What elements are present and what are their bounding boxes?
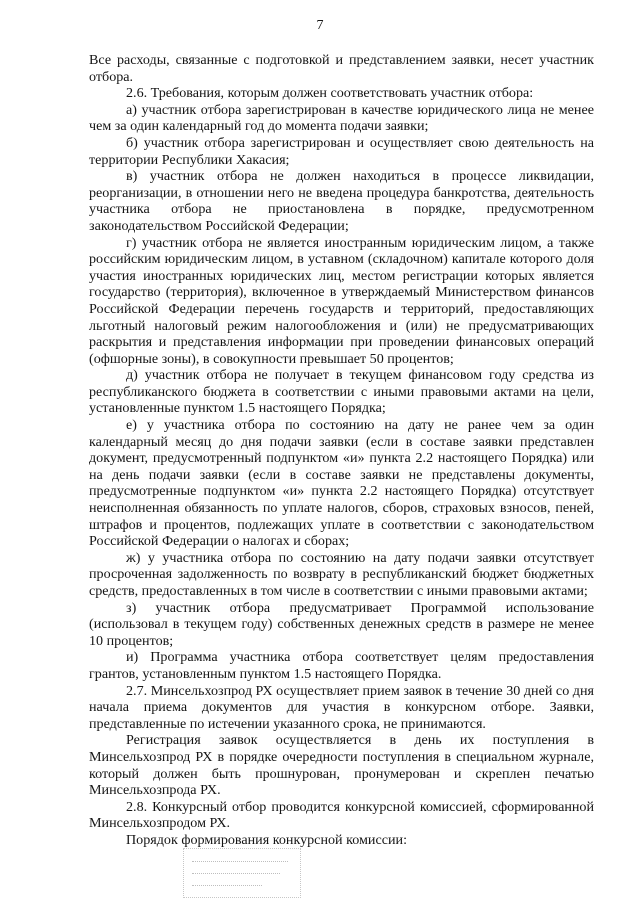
paragraph: д) участник отбора не получает в текущем финансовом году средства из республиканского бюджета в соответствии с иными правовыми актами на цели, установленные пунктом 1.5 настоящего Порядка; [89,367,594,417]
paragraph: Порядок формирования конкурсной комиссии: [126,831,407,848]
paragraph: в) участник отбора не должен находиться в процессе ликвидации, реорганизации, в отношении него не введена процедура банкротства, деятельность участника отбора не приостановлена в порядке, предусмотренном законодательством Российской Федерации; [89,168,594,234]
paragraph: 2.8. Конкурсный отбор проводится конкурсной комиссией, сформированной Минсельхозпродом РХ. [89,798,594,832]
paragraph: ж) у участника отбора по состоянию на дату подачи заявки отсутствует просроченная задолженность по возврату в республиканский бюджет бюджетных средств, предоставленных в том числе в соответствии с иными правовыми актами; [89,549,594,599]
paragraph: з) участник отбора предусматривает Программой использование (использовал в текущем году) собственных денежных средств в размере не менее 10 процентов; [89,599,594,649]
paragraph: 2.6. Требования, которым должен соответствовать участник отбора: [126,85,534,102]
page-number: 7 [316,18,324,33]
paragraph: е) у участника отбора по состоянию на дату не ранее чем за один календарный месяц до дня подачи заявки (если в составе заявки представлен документ, предусмотренный подпунктом «и» пункта 2.2 настоящего Порядка) или на день подачи заявки (если в составе заявки не представлены документы, предусмотренные подпунктом «и» пункта 2.2 настоящего Порядка) отсутствует неисполненная обязанность по уплате налогов, сборов, страховых взносов, пеней, штрафов и процентов, подлежащих уплате в соответствии с законодательством Российской Федерации о налогах и сборах; [89,417,594,550]
faded-stamp [183,848,301,898]
paragraph: г) участник отбора не является иностранным юридическим лицом, а также российским юридическим лицом, в уставном (складочном) капитале которого доля участия иностранных юридических лиц, местом регистрации которых является государство (территория), включенное в утверждаемый Министерством финансов Российской Федерации перечень государств и территорий, предоставляющих льготный налоговый режим налогообложения и (или) не предусматривающих раскрытия и представления информации при проведении финансовых операций (офшорные зоны), в совокупности превышает 50 процентов; [89,234,594,367]
paragraph: Регистрация заявок осуществляется в день их поступления в Минсельхозпрод РХ в порядке очередности поступления в специальном журнале, который должен быть прошнурован, пронумерован и скреплен печатью Минсельхозпрода РХ. [89,732,594,799]
paragraph: б) участник отбора зарегистрирован и осуществляет свою деятельность на территории Республики Хакасия; [89,134,594,168]
paragraph: Все расходы, связанные с подготовкой и представлением заявки, несет участник отбора. [89,52,594,85]
paragraph: и) Программа участника отбора соответствует целям предоставления грантов, установленным пунктом 1.5 настоящего Порядка. [89,649,594,682]
paragraph: 2.7. Минсельхозпрод РХ осуществляет прием заявок в течение 30 дней со дня начала приема документов для участия в конкурсном отборе. Заявки, представленные по истечении указанного срока, не принимаются. [89,682,594,732]
document-body [89,52,594,849]
paragraph: а) участник отбора зарегистрирован в качестве юридического лица не менее чем за один календарный год до момента подачи заявки; [89,101,594,135]
